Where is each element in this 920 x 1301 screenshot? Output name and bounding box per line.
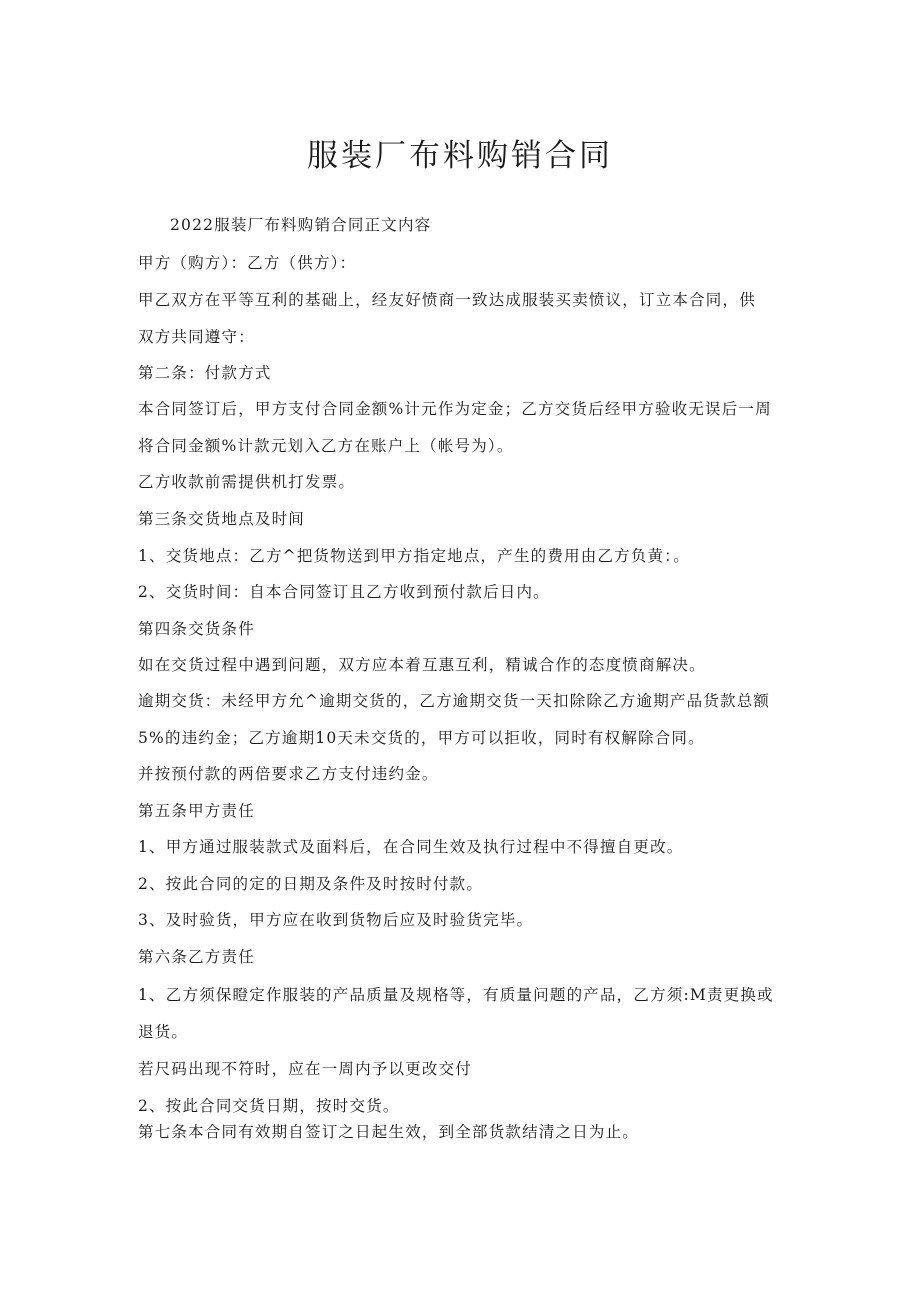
body-line: 双方共同遵守：	[138, 328, 255, 346]
section-heading: 第三条交货地点及时间	[138, 510, 306, 528]
body-line: 2、按此合同交货日期，按时交货。	[138, 1097, 400, 1115]
parties-line: 甲方（购方）：乙方（供方）：	[138, 254, 357, 272]
body-line: 退货。	[138, 1023, 189, 1041]
body-line: 如在交货过程中遇到问题，双方应本着互惠互利，精诚合作的态度愤商解决。	[138, 656, 706, 674]
body-line: 1、交货地点：乙方^把货物送到甲方指定地点，产生的费用由乙方负黄：。	[138, 547, 690, 565]
document-title: 服装厂布料购销合同	[307, 138, 613, 174]
body-line: 第七条本合同有效期自签订之日起生效，到全部货款结清之日为止。	[138, 1123, 640, 1141]
body-line: 1、甲方通过服装款式及面料后，在合同生效及执行过程中不得擅自更改。	[138, 838, 684, 856]
body-line: 1、乙方须保瞪定作服装的产品质量及规格等，有质量问题的产品，乙方须:M责更换或	[138, 986, 774, 1004]
body-line: 将合同金额%计款元划入乙方在账户上（帐号为）。	[138, 437, 514, 455]
body-line: 3、及时验货，甲方应在收到货物后应及时验货完毕。	[138, 911, 534, 929]
body-line: 若尺码出现不符时，应在一周内予以更改交付	[138, 1060, 473, 1078]
body-line: 5%的违约金；乙方逾期10天未交货的，甲方可以拒收，同时有权解除合同。	[138, 729, 705, 747]
body-line: 乙方收款前需提供机打发票。	[138, 473, 356, 491]
body-line: 并按预付款的两倍要求乙方支付违约金。	[138, 765, 439, 783]
body-line: 逾期交货：未经甲方允^逾期交货的，乙方逾期交货一天扣除除乙方逾期产品货款总额	[138, 692, 771, 710]
body-line: 2、按此合同的定的日期及条件及时按时付款。	[138, 875, 484, 893]
body-line: 本合同签订后，甲方支付合同金额%计元作为定金；乙方交货后经甲方验收无误后一周	[138, 400, 772, 418]
section-heading: 第五条甲方责任	[138, 802, 255, 820]
section-heading: 第二条：付款方式	[138, 364, 272, 382]
body-line: 甲乙双方在平等互利的基础上，经友好愤商一致达成服装买卖愤议，订立本合同，供	[138, 291, 756, 309]
subtitle-line: 2022服装厂布料购销合同正文内容	[170, 216, 432, 234]
section-heading: 第六条乙方责任	[138, 948, 255, 966]
section-heading: 第四条交货条件	[138, 620, 255, 638]
body-line: 2、交货时间：自本合同签订且乙方收到预付款后日内。	[138, 583, 550, 601]
